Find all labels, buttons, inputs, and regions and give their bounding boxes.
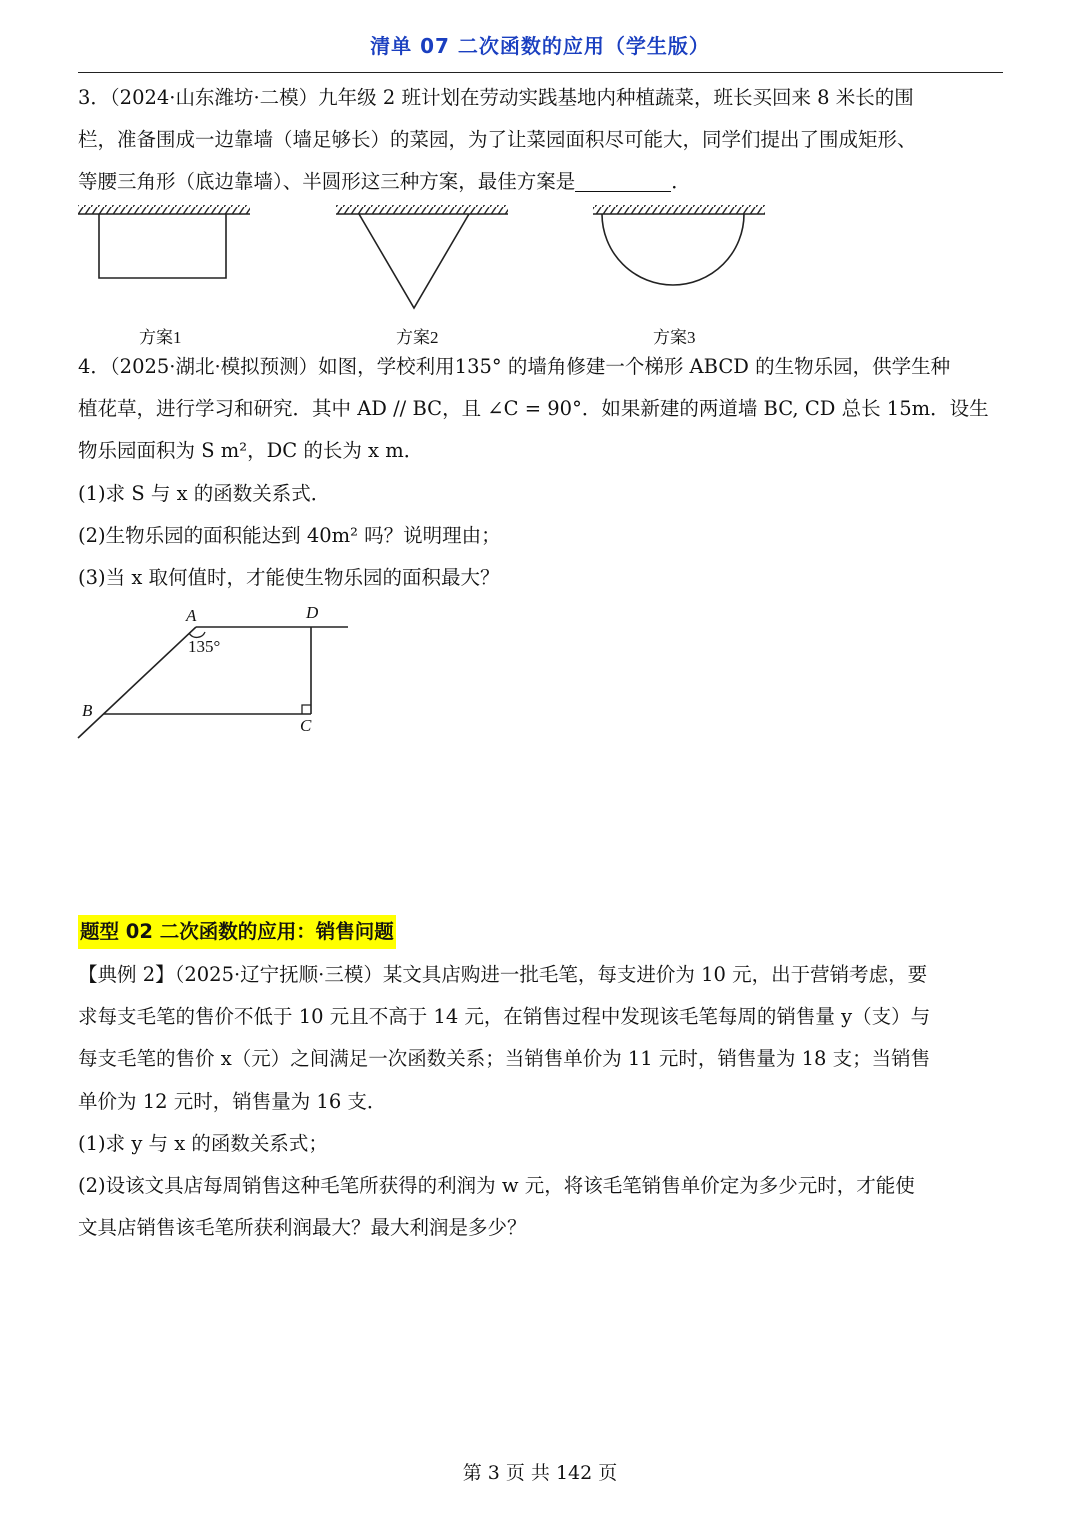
plan2-label: 方案2 [396, 328, 439, 347]
example2-line4: 单价为 12 元时，销售量为 16 支． [78, 1090, 387, 1113]
trapezoid-figure [0, 0, 1080, 760]
example2-sub3: 文具店销售该毛笔所获利润最大？最大利润是多少？ [78, 1216, 527, 1239]
q4-sub2: (2)生物乐园的面积能达到 40m² 吗？说明理由； [78, 524, 501, 547]
point-a-label: A [186, 606, 197, 625]
q4-sub1: (1)求 S 与 x 的函数关系式． [78, 482, 331, 505]
q3-line3-text: 等腰三角形（底边靠墙）、半圆形这三种方案，最佳方案是 [78, 170, 576, 193]
q3-line2: 栏，准备围成一边靠墙（墙足够长）的菜园，为了让菜园面积尽可能大，同学们提出了围成矩形、 [78, 128, 917, 151]
example2-line2: 求每支毛笔的售价不低于 10 元且不高于 14 元，在销售过程中发现该毛笔每周的销售量 y（支）与 [78, 1005, 931, 1028]
example2-sub1: (1)求 y 与 x 的函数关系式； [78, 1132, 328, 1155]
angle-label: 135° [188, 637, 221, 656]
plan1-label: 方案1 [139, 328, 182, 347]
point-d-label: D [306, 603, 319, 622]
page-header-title: 清单 07 二次函数的应用（学生版） [370, 34, 710, 58]
q4-line2: 植花草，进行学习和研究．其中 AD // BC，且 ∠C = 90°．如果新建的两道墙 BC, CD 总长 15m．设生 [78, 397, 989, 420]
line-ab [78, 627, 196, 738]
plan3-label: 方案3 [653, 328, 696, 347]
example2-line1: 【典例 2】（2025·辽宁抚顺·三模）某文具店购进一批毛笔，每支进价为 10 元，出于营销考虑，要 [78, 963, 928, 986]
q3-line1: 3．（2024·山东潍坊·二模）九年级 2 班计划在劳动实践基地内种植蔬菜，班长买回来 8 米长的围 [78, 86, 914, 109]
example2-sub2: (2)设该文具店每周销售这种毛笔所获得的利润为 w 元，将该毛笔销售单价定为多少元时，才能使 [78, 1174, 915, 1197]
point-b-label: B [82, 701, 93, 720]
page-footer: 第 3 页 共 142 页 [462, 1462, 618, 1484]
example2-line3: 每支毛笔的售价 x（元）之间满足一次函数关系；当销售单价为 11 元时，销售量为 18 支；当销售 [78, 1047, 931, 1070]
point-c-label: C [300, 716, 312, 735]
right-angle-mark [302, 705, 311, 714]
q3-line3-end: ． [671, 170, 691, 193]
q4-line1: 4．（2025·湖北·模拟预测）如图，学校利用135° 的墙角修建一个梯形 ABCD 的生物乐园，供学生种 [78, 355, 951, 378]
q4-sub3: (3)当 x 取何值时，才能使生物乐园的面积最大？ [78, 566, 500, 589]
section-tag: 题型 02 二次函数的应用：销售问题 [78, 915, 396, 949]
q4-line3: 物乐园面积为 S m²，DC 的长为 x m． [78, 439, 424, 462]
